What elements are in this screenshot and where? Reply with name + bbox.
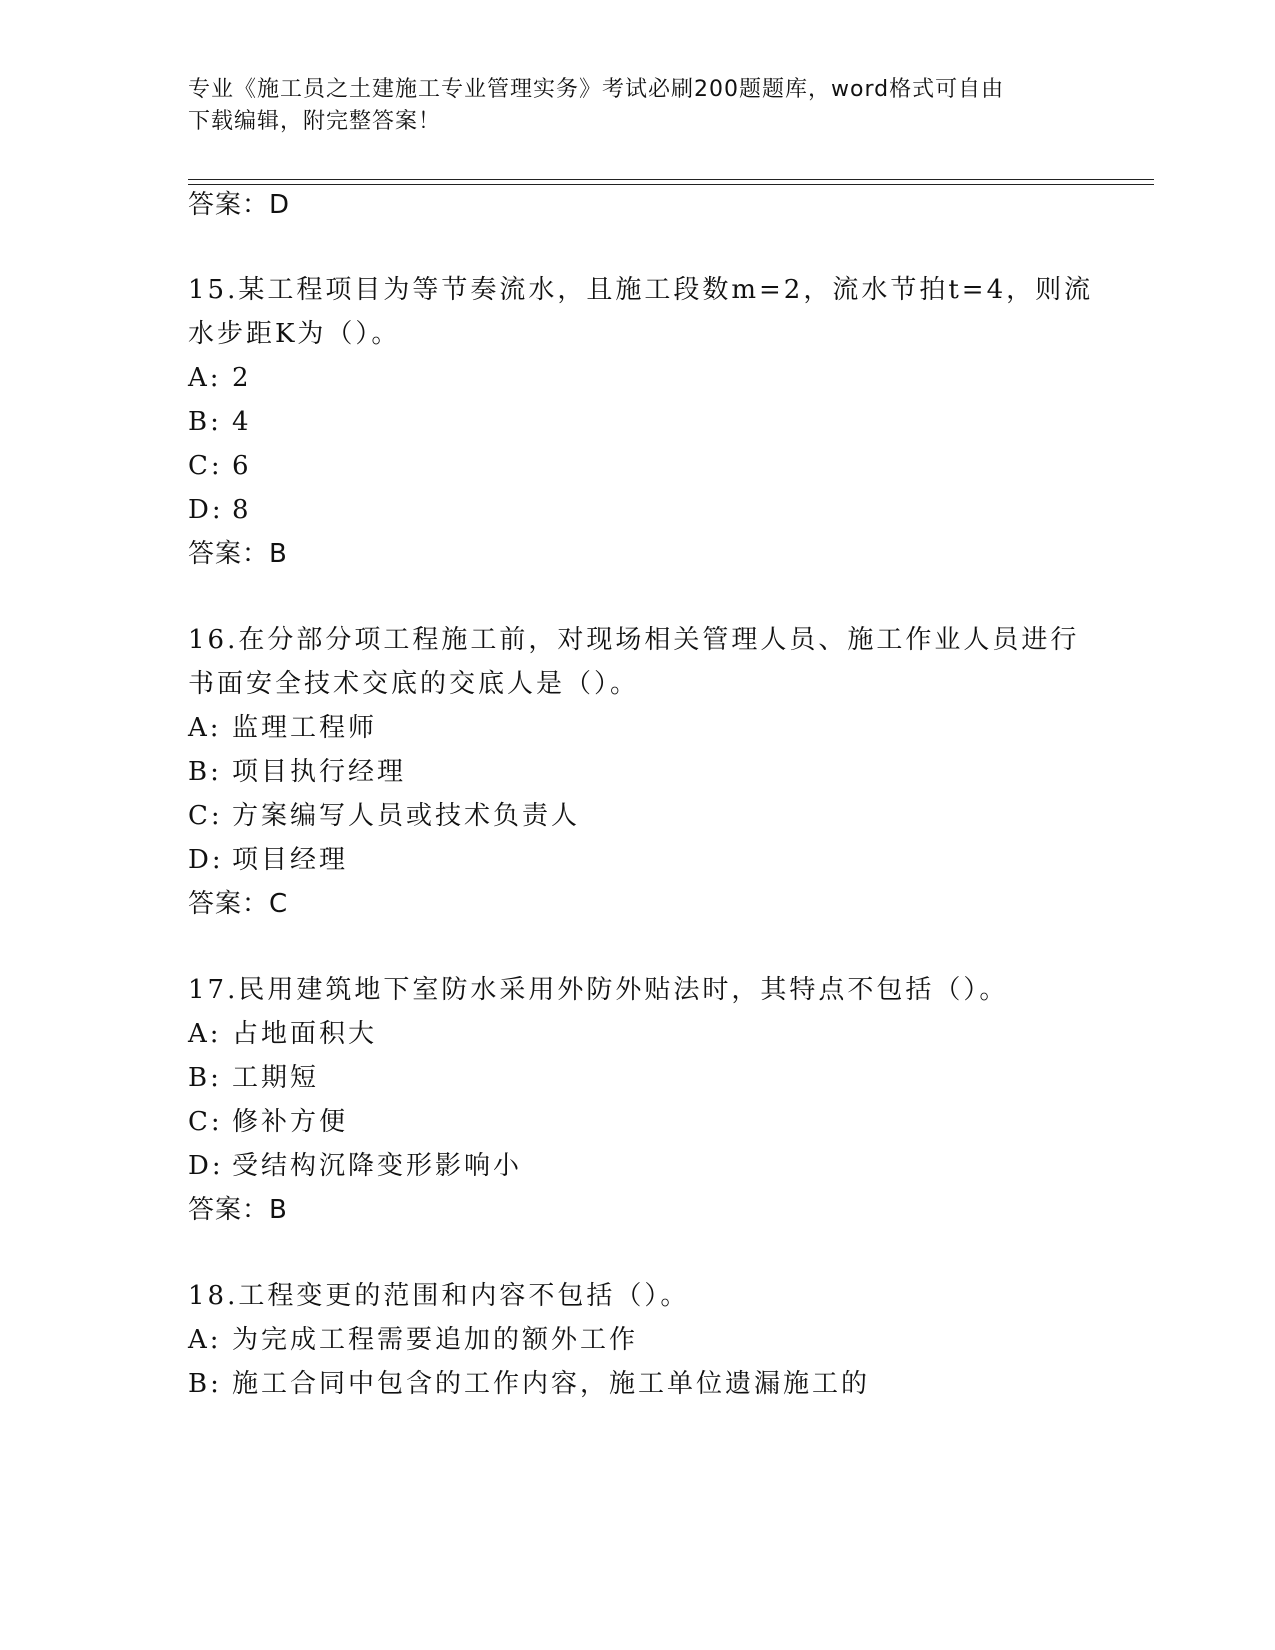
option-text: 工期短 bbox=[232, 1063, 320, 1093]
option-text: 为完成工程需要追加的额外工作 bbox=[232, 1325, 639, 1355]
option-label: B: bbox=[188, 407, 222, 437]
option-label: A: bbox=[188, 1325, 222, 1355]
question-17-option-c bbox=[188, 1104, 348, 1140]
option-text: 施工合同中包含的工作内容，施工单位遗漏施工的 bbox=[232, 1369, 871, 1399]
question-17-answer: 答案：B bbox=[188, 1195, 288, 1225]
option-text: 监理工程师 bbox=[232, 713, 378, 743]
question-17-option-a bbox=[188, 1016, 377, 1052]
option-text: 6 bbox=[232, 451, 252, 481]
option-label: A: bbox=[188, 363, 222, 393]
question-16-option-a bbox=[188, 710, 377, 746]
answer-previous: 答案：D bbox=[188, 190, 291, 220]
option-label: A: bbox=[188, 1019, 222, 1049]
option-label: C: bbox=[188, 1107, 223, 1137]
question-18-option-a bbox=[188, 1322, 638, 1358]
question-15-text-line-1: 15.某工程项目为等节奏流水，且施工段数m=2，流水节拍t=4，则流 bbox=[188, 275, 1094, 305]
header-line-1: 专业《施工员之土建施工专业管理实务》考试必刷200题题库，word格式可自由 bbox=[188, 77, 1005, 102]
question-18-text-line-1: 18.工程变更的范围和内容不包括（）。 bbox=[188, 1281, 690, 1311]
option-label: D: bbox=[188, 845, 224, 875]
option-label: C: bbox=[188, 801, 223, 831]
header-line-2: 下载编辑，附完整答案！ bbox=[188, 109, 442, 134]
header-divider-top bbox=[188, 179, 1154, 180]
question-16-option-c bbox=[188, 798, 580, 834]
option-text: 方案编写人员或技术负责人 bbox=[232, 801, 581, 831]
question-15-option-a bbox=[188, 360, 252, 396]
option-text: 2 bbox=[232, 363, 252, 393]
option-text: 占地面积大 bbox=[232, 1019, 378, 1049]
question-15-text-line-2: 水步距K为（）。 bbox=[188, 319, 401, 349]
question-16-text-line-2: 书面安全技术交底的交底人是（）。 bbox=[188, 669, 640, 699]
option-text: 项目经理 bbox=[232, 845, 349, 875]
question-17-text-line-1: 17.民用建筑地下室防水采用外防外贴法时，其特点不包括（）。 bbox=[188, 975, 1009, 1005]
question-17-option-b bbox=[188, 1060, 319, 1096]
header-divider-bottom bbox=[188, 184, 1154, 185]
option-label: B: bbox=[188, 1369, 222, 1399]
option-text: 修补方便 bbox=[232, 1107, 349, 1137]
question-15-answer: 答案：B bbox=[188, 539, 288, 569]
option-label: D: bbox=[188, 495, 224, 525]
option-label: C: bbox=[188, 451, 223, 481]
option-text: 受结构沉降变形影响小 bbox=[232, 1151, 523, 1181]
question-17-option-d bbox=[188, 1148, 522, 1184]
option-label: B: bbox=[188, 1063, 222, 1093]
question-15-option-c bbox=[188, 448, 252, 484]
option-label: B: bbox=[188, 757, 222, 787]
question-18-option-b bbox=[188, 1366, 870, 1402]
option-label: A: bbox=[188, 713, 222, 743]
question-16-text-line-1: 16.在分部分项工程施工前，对现场相关管理人员、施工作业人员进行 bbox=[188, 625, 1080, 655]
question-15-option-d bbox=[188, 492, 252, 528]
option-text: 项目执行经理 bbox=[232, 757, 407, 787]
question-16-option-b bbox=[188, 754, 406, 790]
document-header bbox=[188, 74, 1088, 138]
option-text: 8 bbox=[232, 495, 252, 525]
question-16-option-d bbox=[188, 842, 348, 878]
question-15-option-b bbox=[188, 404, 252, 440]
option-text: 4 bbox=[232, 407, 252, 437]
option-label: D: bbox=[188, 1151, 224, 1181]
question-16-answer: 答案：C bbox=[188, 889, 289, 919]
